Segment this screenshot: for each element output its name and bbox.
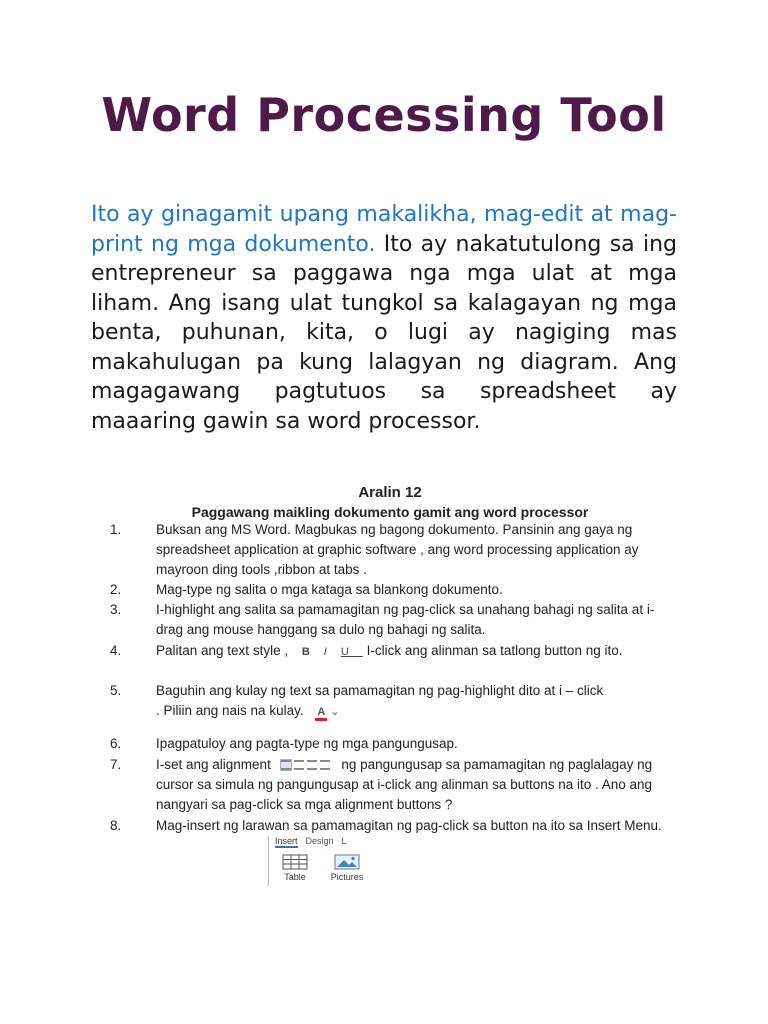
step-text-b: . Piliin ang nais na kulay. [156, 703, 304, 718]
pictures-button [325, 854, 369, 882]
intro-paragraph [91, 200, 677, 436]
pictures-button-label: Pictures [330, 872, 364, 882]
tab-layout: L [341, 836, 347, 846]
step-text-a: Palitan ang text style , [156, 643, 289, 658]
step-number: 4. [110, 643, 122, 658]
step-number: 5. [110, 683, 122, 698]
table-button [273, 854, 317, 882]
step-text-b: ng pangungusap sa pamamagitan ng paglalagay ng cursor sa simula ng pangungusap at i-click ang alinman sa buttons na ito . Ano ang nangyari sa pag-click sa mga alignment buttons ? [156, 757, 653, 812]
page-title: Word Processing Tool [101, 88, 667, 142]
align-center-icon [294, 760, 304, 770]
step-text [156, 641, 676, 662]
table-button-label: Table [284, 872, 306, 882]
tab-insert: Insert [275, 836, 298, 846]
italic-button: I [323, 646, 341, 658]
intro-body: Ito ay nakatutulong sa ing entrepreneur sa paggawa nga mga ulat at mga liham. Ang isang ulat tungkol sa kalagayan ng mga benta, puhunan, kita, o lugi ay nagiging mas makahulugan pa kung lalagyan ng diagram. Ang magagawang pagtutuos sa spreadsheet ay maaaring gawin sa word processor. [91, 231, 677, 434]
tab-design: Design [305, 836, 334, 846]
insert-ribbon-image [268, 836, 377, 886]
step-text-b: I-click ang alinman sa tatlong button ng ito. [366, 643, 623, 658]
lesson-scan [100, 478, 680, 898]
intro-highlight: Ito ay ginagamit upang makalikha, mag-edit at mag-print ng mga dokumento. [91, 202, 677, 257]
step-text: Ipagpatuloy ang pagta-type ng mga pangungusap. [156, 736, 458, 751]
underline-button: U [340, 646, 363, 658]
align-right-icon [307, 760, 317, 770]
bold-button: B [301, 646, 324, 658]
step-number: 2. [110, 582, 122, 597]
step-text: I-highlight ang salita sa pamamagitan ng pag-click sa unahang bahagi ng salita at i-drag ang mouse hanggang sa dulo ng bahagi ng salita. [156, 602, 655, 637]
align-justify-icon [320, 760, 330, 770]
step-text: Buksan ang MS Word. Magbukas ng bagong dokumento. Pansinin ang gaya ng spreadsheet application at graphic software , ang word processing application ay mayroon ding tools ,ribbon at tabs . [156, 522, 639, 577]
ribbon-tabs [269, 836, 347, 848]
font-color-icon: A ⌄ [315, 702, 339, 722]
format-buttons [302, 642, 363, 662]
lesson-heading: Aralin 12 [358, 484, 422, 501]
step-number: 6. [110, 736, 122, 751]
step-text-a: I-set ang alignment [156, 757, 271, 772]
step-number: 8. [110, 818, 122, 833]
step-text-a: Baguhin ang kulay ng text sa pamamagitan ng pag-highlight dito at i – click [156, 683, 604, 698]
step-text: Mag-type ng salita o mga kataga sa blankong dokumento. [156, 582, 503, 597]
step-number: 1. [110, 522, 122, 537]
table-icon [282, 854, 308, 870]
step-number: 3. [110, 602, 122, 617]
step-text [156, 755, 676, 815]
lesson-subheading: Paggawang maikling dokumento gamit ang word processor [191, 504, 589, 520]
step-text [156, 681, 676, 722]
picture-icon [334, 854, 360, 870]
align-left-icon [281, 760, 291, 770]
step-number: 7. [110, 757, 122, 772]
step-text: Mag-insert ng larawan sa pamamagitan ng pag-click sa button na ito sa Insert Menu. [156, 818, 662, 833]
alignment-icons [281, 760, 330, 770]
